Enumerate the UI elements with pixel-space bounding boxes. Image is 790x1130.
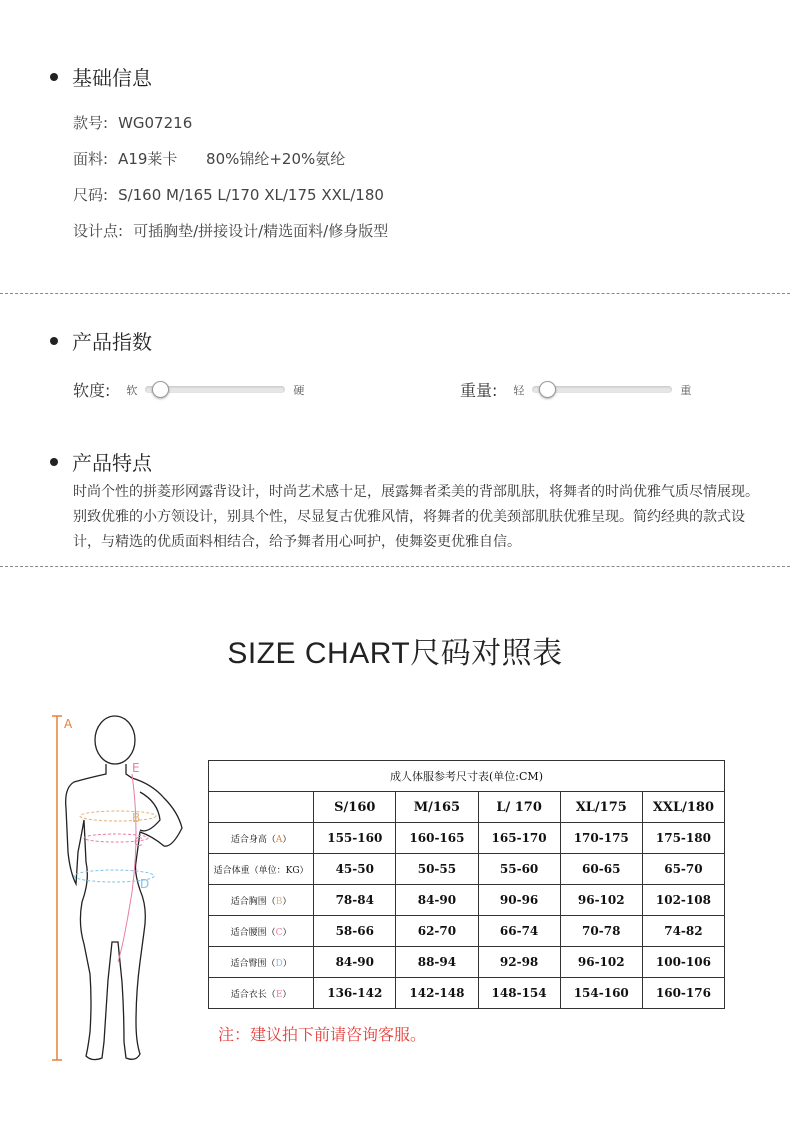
label-a: A (64, 717, 73, 731)
bullet-icon (50, 458, 58, 466)
softness-min-label: 软 (126, 383, 138, 397)
weight-knob (539, 381, 556, 398)
table-cell: 154-160 (560, 978, 642, 1009)
info-row-fabric (73, 148, 345, 169)
weight-indicator (460, 378, 691, 401)
weight-max-label: 重 (680, 383, 692, 397)
table-row (209, 978, 725, 1009)
softness-knob (152, 381, 169, 398)
info-label: 款号: (73, 114, 109, 132)
info-value: 可插胸垫/拼接设计/精选面料/修身版型 (133, 222, 389, 240)
label-e: E (132, 761, 140, 775)
table-cell: 175-180 (642, 823, 724, 854)
softness-track (145, 386, 285, 393)
weight-label: 重量: (460, 381, 498, 400)
bullet-icon (50, 73, 58, 81)
body-silhouette-icon (48, 712, 193, 1067)
info-row-size (73, 184, 384, 205)
column-header: S/160 (314, 792, 396, 823)
body-measurement-figure (48, 712, 193, 1067)
info-value: WG07216 (118, 114, 193, 132)
table-cell: 45-50 (314, 854, 396, 885)
table-row (209, 916, 725, 947)
table-cell: 84-90 (396, 885, 478, 916)
info-value: S/160 M/165 L/170 XL/175 XXL/180 (118, 186, 384, 204)
table-cell: 84-90 (314, 947, 396, 978)
table-header-row (209, 792, 725, 823)
weight-track (532, 386, 672, 393)
table-cell: 58-66 (314, 916, 396, 947)
table-cell: 74-82 (642, 916, 724, 947)
table-cell: 96-102 (560, 885, 642, 916)
softness-label: 软度: (73, 381, 111, 400)
section-features (50, 447, 152, 476)
divider (0, 566, 790, 567)
table-row (209, 947, 725, 978)
table-cell: 100-106 (642, 947, 724, 978)
row-header: 适合体重（单位：KG） (209, 854, 314, 885)
table-cell: 65-70 (642, 854, 724, 885)
table-cell: 165-170 (478, 823, 560, 854)
weight-min-label: 轻 (513, 383, 525, 397)
table-cell: 90-96 (478, 885, 560, 916)
row-header: 适合腰围（C） (209, 916, 314, 947)
section-title: 产品特点 (72, 451, 152, 475)
bullet-icon (50, 337, 58, 345)
table-row (209, 885, 725, 916)
column-header: L/ 170 (478, 792, 560, 823)
table-caption: 成人体服参考尺寸表(单位:CM) (209, 761, 725, 792)
table-cell: 60-65 (560, 854, 642, 885)
label-c: C (134, 835, 143, 849)
info-value: A19莱卡 80%锦纶+20%氨纶 (118, 150, 346, 168)
table-caption-row (209, 761, 725, 792)
column-header: XL/175 (560, 792, 642, 823)
row-header: 适合臀围（D） (209, 947, 314, 978)
table-cell: 50-55 (396, 854, 478, 885)
table-cell: 136-142 (314, 978, 396, 1009)
size-note: 注：建议拍下前请咨询客服。 (218, 1025, 427, 1044)
feature-description: 时尚个性的拼菱形网露背设计，时尚艺术感十足，展露舞者柔美的背部肌肤，将舞者的时尚优雅气质尽情展现。别致优雅的小方领设计，别具个性，尽显复古优雅风情，将舞者的优美颈部肌肤优雅呈现。简约经典的款式设计，与精选的优质面料相结合，给予舞者用心呵护，使舞姿更优雅自信。 (73, 484, 759, 550)
size-table (208, 760, 725, 1009)
info-row-design (73, 220, 388, 241)
section-title: 基础信息 (72, 66, 152, 90)
table-cell: 142-148 (396, 978, 478, 1009)
column-header: XXL/180 (642, 792, 724, 823)
size-chart-title: SIZE CHART尺码对照表 (227, 637, 563, 670)
table-cell: 66-74 (478, 916, 560, 947)
table-cell: 55-60 (478, 854, 560, 885)
row-header: 适合身高（A） (209, 823, 314, 854)
table-row (209, 854, 725, 885)
divider (0, 293, 790, 294)
table-cell: 62-70 (396, 916, 478, 947)
table-cell: 88-94 (396, 947, 478, 978)
info-label: 尺码: (73, 186, 109, 204)
table-cell: 92-98 (478, 947, 560, 978)
table-cell: 160-165 (396, 823, 478, 854)
info-row-style-no (73, 112, 192, 133)
column-header: M/165 (396, 792, 478, 823)
softness-max-label: 硬 (293, 383, 305, 397)
table-cell: 70-78 (560, 916, 642, 947)
label-b: B (132, 811, 141, 825)
label-d: D (140, 877, 150, 891)
section-basic-info (50, 62, 152, 91)
table-cell: 170-175 (560, 823, 642, 854)
softness-indicator (73, 378, 304, 401)
section-product-index (50, 326, 152, 355)
table-cell: 148-154 (478, 978, 560, 1009)
row-header: 适合胸围（B） (209, 885, 314, 916)
section-title: 产品指数 (72, 330, 152, 354)
table-header-empty (209, 792, 314, 823)
table-cell: 155-160 (314, 823, 396, 854)
info-label: 面料: (73, 150, 109, 168)
table-row (209, 823, 725, 854)
table-cell: 102-108 (642, 885, 724, 916)
table-cell: 78-84 (314, 885, 396, 916)
info-label: 设计点: (73, 222, 124, 240)
table-cell: 96-102 (560, 947, 642, 978)
row-header: 适合衣长（E） (209, 978, 314, 1009)
table-cell: 160-176 (642, 978, 724, 1009)
